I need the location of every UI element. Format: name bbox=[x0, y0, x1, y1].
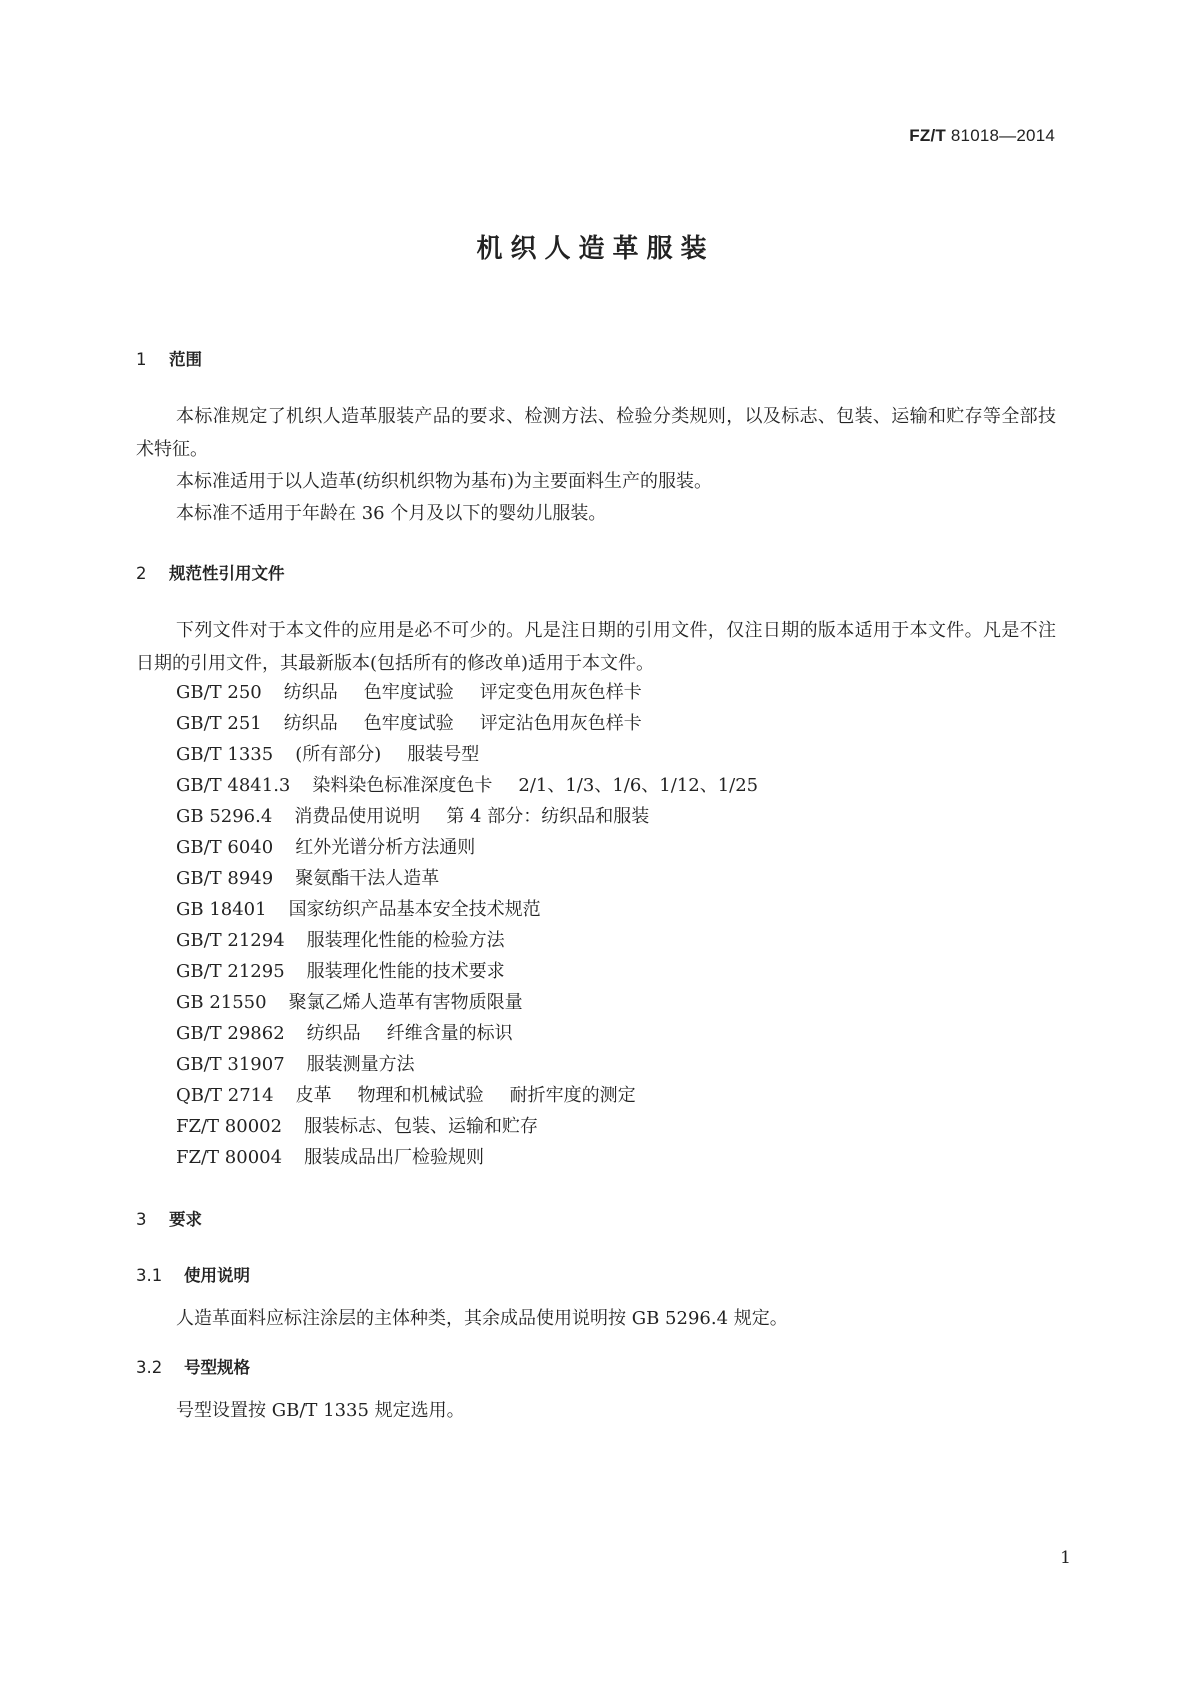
reference-title-part: 纺织品 bbox=[306, 1023, 361, 1044]
reference-code: GB/T 31907 bbox=[176, 1054, 285, 1075]
reference-item bbox=[176, 681, 642, 705]
reference-title-part: 消费品使用说明 bbox=[294, 806, 421, 827]
reference-title-part: 物理和机械试验 bbox=[357, 1085, 484, 1106]
reference-code: GB/T 251 bbox=[176, 713, 262, 734]
reference-code: FZ/T 80002 bbox=[176, 1116, 283, 1137]
reference-code: GB/T 21294 bbox=[176, 930, 285, 951]
section-3-heading bbox=[136, 1206, 202, 1230]
reference-title-part: 耐折牢度的测定 bbox=[509, 1085, 636, 1106]
reference-item bbox=[176, 836, 475, 860]
reference-item bbox=[176, 991, 523, 1015]
usage-instructions-text: 人造革面料应标注涂层的主体种类，其余成品使用说明按 GB 5296.4 规定。 bbox=[176, 1308, 788, 1329]
reference-item bbox=[176, 929, 505, 953]
standard-code: 81018—2014 bbox=[945, 126, 1055, 145]
reference-title-part: 第 4 部分：纺织品和服装 bbox=[446, 806, 650, 827]
reference-item bbox=[176, 1084, 636, 1108]
reference-code: QB/T 2714 bbox=[176, 1085, 274, 1106]
reference-item bbox=[176, 743, 479, 767]
section-number: 3 bbox=[136, 1210, 147, 1229]
subsection-title: 使用说明 bbox=[184, 1266, 250, 1285]
reference-title-part: 国家纺织产品基本安全技术规范 bbox=[288, 899, 541, 920]
reference-item bbox=[176, 805, 649, 829]
reference-title-part: 服装号型 bbox=[407, 744, 480, 765]
section-1-heading bbox=[136, 346, 202, 370]
reference-title-part: 纺织品 bbox=[283, 713, 338, 734]
references-intro: 下列文件对于本文件的应用是必不可少的。凡是注日期的引用文件，仅注日期的版本适用于本文件。凡是不注日期的引用文件，其最新版本(包括所有的修改单)适用于本文件。 bbox=[136, 620, 1056, 674]
section-title: 规范性引用文件 bbox=[169, 564, 285, 583]
reference-title-part: 服装成品出厂检验规则 bbox=[304, 1147, 485, 1168]
scope-paragraph-2: 本标准适用于以人造革(纺织机织物为基布)为主要面料生产的服装。 bbox=[176, 471, 713, 492]
standard-number bbox=[909, 126, 1055, 146]
page-number: 1 bbox=[1060, 1548, 1071, 1568]
reference-title-part: (所有部分) bbox=[295, 744, 382, 765]
reference-title-part: 服装标志、包装、运输和贮存 bbox=[304, 1116, 539, 1137]
reference-title-part: 服装理化性能的技术要求 bbox=[306, 961, 505, 982]
reference-title-part: 服装理化性能的检验方法 bbox=[306, 930, 505, 951]
reference-code: GB/T 29862 bbox=[176, 1023, 285, 1044]
reference-title-part: 评定沾色用灰色样卡 bbox=[479, 713, 642, 734]
reference-item bbox=[176, 1115, 538, 1139]
standard-prefix: FZ/T bbox=[909, 126, 946, 145]
reference-code: GB/T 1335 bbox=[176, 744, 274, 765]
reference-title-part: 皮革 bbox=[295, 1085, 332, 1106]
reference-title-part: 服装测量方法 bbox=[306, 1054, 415, 1075]
reference-title-part: 染料染色标准深度色卡 bbox=[312, 775, 493, 796]
reference-title-part: 色牢度试验 bbox=[363, 713, 454, 734]
subsection-3-1-heading bbox=[136, 1262, 250, 1286]
reference-item bbox=[176, 1022, 513, 1046]
reference-title-part: 聚氨酯干法人造革 bbox=[295, 868, 440, 889]
reference-item bbox=[176, 867, 439, 891]
reference-code: GB 5296.4 bbox=[176, 806, 273, 827]
section-title: 范围 bbox=[169, 350, 202, 369]
reference-item bbox=[176, 960, 505, 984]
reference-title-part: 聚氯乙烯人造革有害物质限量 bbox=[288, 992, 523, 1013]
subsection-3-2-heading bbox=[136, 1354, 250, 1378]
reference-title-part: 色牢度试验 bbox=[363, 682, 454, 703]
reference-code: GB 18401 bbox=[176, 899, 267, 920]
reference-title-part: 纤维含量的标识 bbox=[386, 1023, 513, 1044]
section-number: 2 bbox=[136, 564, 147, 583]
reference-code: FZ/T 80004 bbox=[176, 1147, 283, 1168]
reference-title-part: 纺织品 bbox=[283, 682, 338, 703]
reference-title-part: 2/1、1/3、1/6、1/12、1/25 bbox=[518, 775, 759, 796]
reference-code: GB 21550 bbox=[176, 992, 267, 1013]
subsection-title: 号型规格 bbox=[184, 1358, 250, 1377]
reference-item bbox=[176, 774, 758, 798]
reference-title-part: 评定变色用灰色样卡 bbox=[479, 682, 642, 703]
section-title: 要求 bbox=[169, 1210, 202, 1229]
reference-code: GB/T 8949 bbox=[176, 868, 274, 889]
section-2-heading bbox=[136, 560, 285, 584]
scope-paragraph-3: 本标准不适用于年龄在 36 个月及以下的婴幼儿服装。 bbox=[176, 503, 607, 524]
reference-code: GB/T 4841.3 bbox=[176, 775, 291, 796]
subsection-number: 3.2 bbox=[136, 1358, 163, 1377]
reference-code: GB/T 6040 bbox=[176, 837, 274, 858]
scope-paragraph-1: 本标准规定了机织人造革服装产品的要求、检测方法、检验分类规则，以及标志、包装、运输和贮存等全部技术特征。 bbox=[136, 406, 1056, 460]
section-number: 1 bbox=[136, 350, 147, 369]
reference-code: GB/T 21295 bbox=[176, 961, 285, 982]
reference-item bbox=[176, 898, 541, 922]
subsection-number: 3.1 bbox=[136, 1266, 163, 1285]
reference-item bbox=[176, 1053, 415, 1077]
size-spec-text: 号型设置按 GB/T 1335 规定选用。 bbox=[176, 1400, 465, 1421]
reference-title-part: 红外光谱分析方法通则 bbox=[295, 837, 476, 858]
reference-item bbox=[176, 1146, 484, 1170]
reference-code: GB/T 250 bbox=[176, 682, 262, 703]
document-title: 机织人造革服装 bbox=[476, 234, 715, 264]
reference-item bbox=[176, 712, 642, 736]
